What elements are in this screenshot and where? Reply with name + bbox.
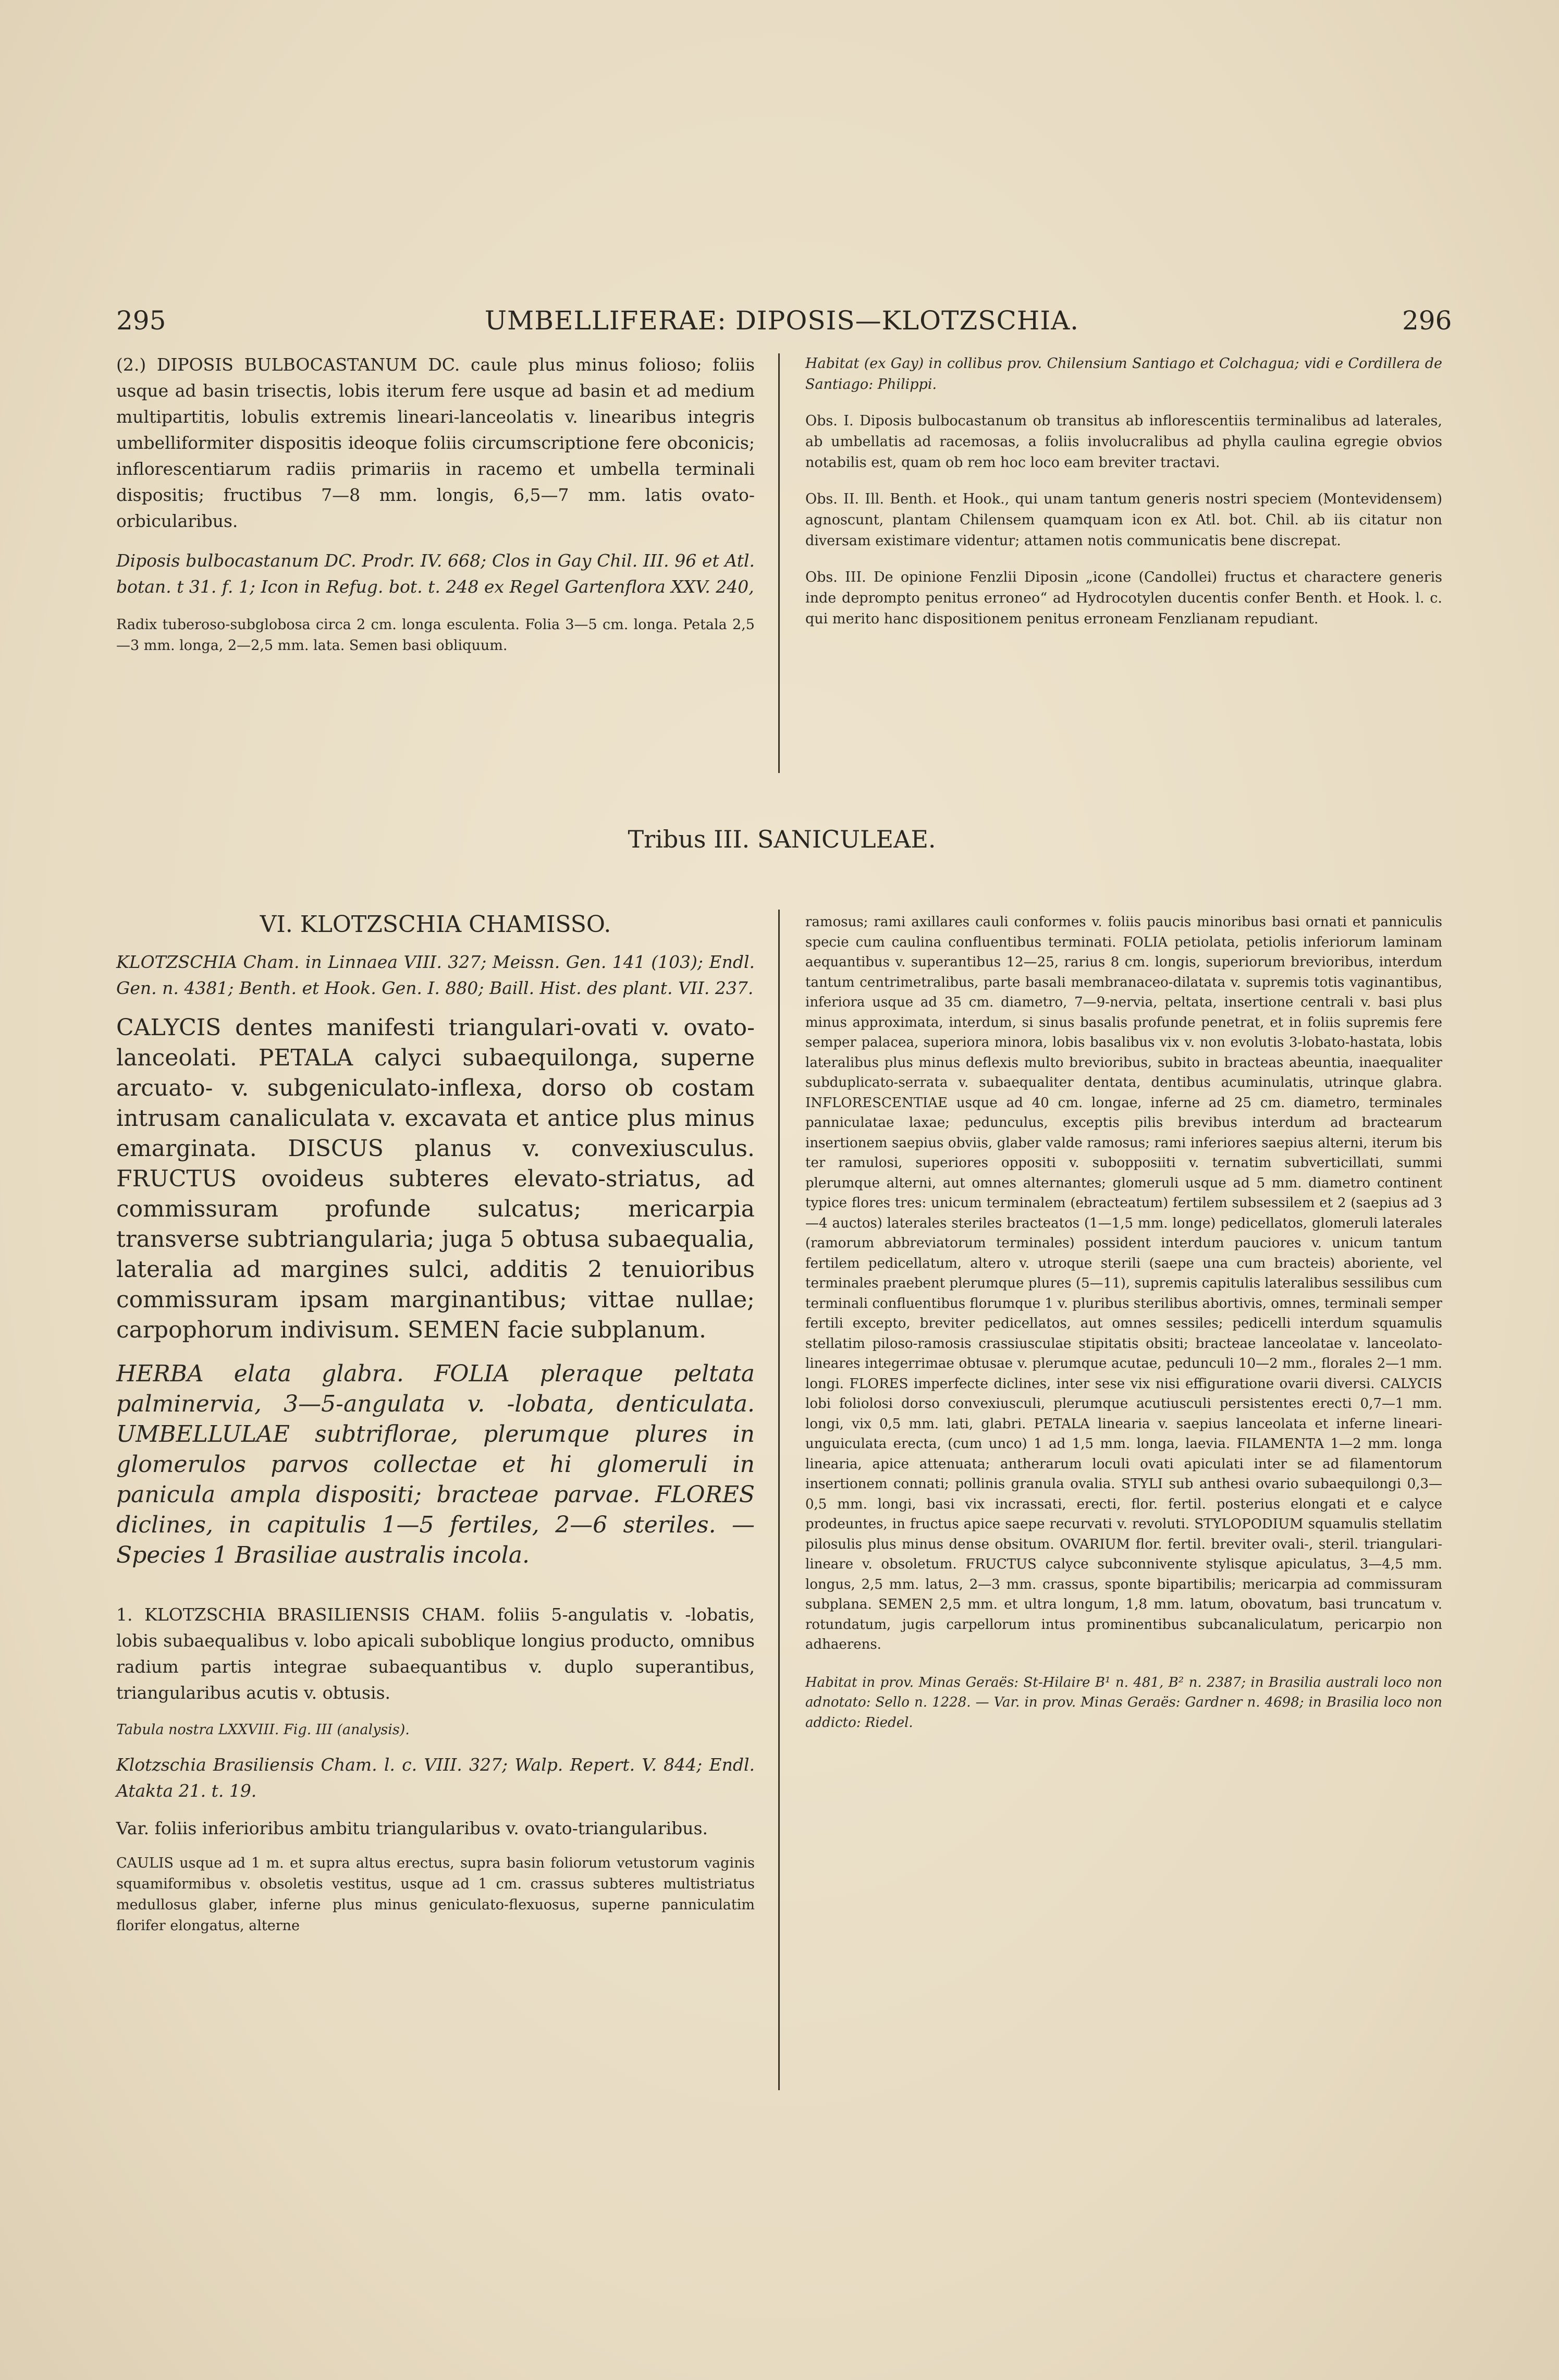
observation-1: Obs. I. Diposis bulbocastanum ob transitus ab inflorescentiis terminalibus ad laterales, ab umbellatis ad racemosas, a foliis involucralibus ad phylla caulina egregie obvios notabilis est, quam ob rem hoc loco eam breviter tractavi. — [805, 413, 1442, 471]
species-1-tabula: Tabula nostra LXXVIII. Fig. III (analysis). — [116, 1722, 410, 1738]
top-left-column — [116, 352, 755, 668]
observation-3: Obs. III. De opinione Fenzlii Diposin „icone (Candollei) fructus et charactere generis inde deprompto penitus erroneo“ ad Hydrocotylen ducentis confer Benth. et Hook. l. c. qui merito hanc dispositionem penitus erroneam Fenzlianam repudiant. — [805, 569, 1442, 627]
column-rule-bottom — [778, 910, 780, 2090]
species-heading: (2.) DIPOSIS BULBOCASTANUM DC. — [116, 354, 460, 375]
species-1-heading: 1. KLOTZSCHIA BRASILIENSIS CHAM. — [116, 1604, 486, 1625]
species-1-description: ramosus; rami axillares cauli conformes v. foliis paucis minoribus basi ornati et panniculis specie cum caulina confluentibus terminati. FOLIA petiolata, petiolis inferiorum laminam aequantibus v. superantibus 12—25, rarius 8 cm. longis, superiorum brevioribus, interdum tantum centrimetralibus, parte basali membranaceo-dilatata v. supremis totis vaginantibus, inferiora usque ad 35 cm. diametro, 7—9-nervia, peltata, insertione centrali v. basi plus minus approximata, interdum, si sinus basalis profunde penetrat, et in foliis supremis fere semper palacea, superiora minora, lobis basalibus vix v. non evolutis 3-lobato-hastata, lobis lateralibus plus minus deflexis multo brevioribus, subito in bracteas abeuntia, inaequaliter subduplicato-serrata v. subaequaliter dentata, dentibus acuminulatis, utrinque glabra. INFLORESCENTIAE usque ad 40 cm. longae, inferne ad 25 cm. diametro, terminales panniculatae laxae; pedunculus, exceptis pilis brevibus interdum ad bractearum insertionem saepius obviis, glaber valde ramosus; rami inferiores saepius alterni, iterum bis ter ramulosi, superiores oppositi v. subopposiiti v. ternatim subverticillati, summi plerumque alterni, aut omnes alternantes; glomeruli usque ad 5 mm. diametro continent typice flores tres: unicum terminalem (ebracteatum) fertilem subsessilem et 2 (saepius ad 3—4 auctos) laterales steriles bracteatos (1—1,5 mm. longe) pedicellatos, glomeruli laterales (ramorum abbreviatorum terminales) possident interdum pauciores v. unicum tantum fertilem pedicellatum, altero v. utroque sterili (saepe una cum bracteis) aboriente, vel terminales praebent plerumque plures (5—11), supremis capitulis lateralibus sessilibus cum terminali confluentibus florumque 1 v. pluribus sterilibus abortivis, omnes, terminali semper fertili excepto, breviter pedicellatos, aut omnes sessiles; pedicelli interdum squamulis stellatim piloso-ramosis crassiusculae stipitatis obsiti; bracteae lanceolatae v. lanceolato-lineares integerrimae obtusae v. plerumque acutae, pedunculi 10—2 mm., florales 2—1 mm. longi. FLORES imperfecte diclines, inter sese vix nisi effiguratione ovarii diversi. CALYCIS lobi foliolosi dorso convexiusculi, plerumque acutiusculi persistentes erecti 0,7—1 mm. longi, vix 0,5 mm. lati, glabri. PETALA linearia v. saepius lanceolata et inferne lineari-unguiculata erecta, (cum unco) 1 ad 1,5 mm. longa, laevia. FILAMENTA 1—2 mm. longa linearia, apice attenuata; antherarum loculi ovati apiculati inter se ad filamentorum insertionem connati; pollinis granula ovalia. STYLI sub anthesi ovario subaequilongi 0,3—0,5 mm. longi, basi vix incrassati, erecti, flor. fertil. posterius elongati et e calyce prodeuntes, in fructus apice saepe recurvati v. revoluti. STYLOPODIUM squamulis stellatim pilosulis plus minus dense obsitum. OVARIUM flor. fertil. breviter ovali-, steril. triangulari-lineare v. obsoletum. FRUCTUS calyce subconnivente stylisque apiculatus, 3—4,5 mm. longus, 2,5 mm. latus, 2—3 mm. crassus, sponte bipartibilis; mericarpia ad commissuram subplana. SEMEN 2,5 mm. et ultra longum, 1,8 mm. latum, obovatum, basi truncatum v. rotundatum, jugis carpellorum intus prominentibus subcanaliculatum, pericarpio non adhaerens. — [805, 914, 1442, 1652]
species-1-variety: Var. foliis inferioribus ambitu triangularibus v. ovato-triangularibus. — [116, 1818, 708, 1838]
genus-synonymy: KLOTZSCHIA Cham. in Linnaea VIII. 327; Meissn. Gen. 141 (103); Endl. Gen. n. 4381; Benth. et Hook. Gen. I. 880; Baill. Hist. des plant. VII. 237. — [116, 952, 755, 998]
observation-2: Obs. II. Ill. Benth. et Hook., qui unam tantum generis nostri speciem (Montevidensem) agnoscunt, plantam Chilensem quamquam icon ex Atl. bot. Chil. ab iis citatur non diversam existimare videntur; attamen notis communicatis bene discrepat. — [805, 491, 1442, 549]
top-right-column — [805, 353, 1442, 641]
page-number-left: 295 — [116, 305, 166, 336]
species-description: caule plus minus folioso; foliis usque ad basin trisectis, lobis iterum fere usque ad basin et ad medium multipartitis, lobulis extremis lineari-lanceolatis v. linearibus integris umbelliformiter dispositis ideoque foliis circumscriptione fere obconicis; inflorescentiarum radiis primariis in racemo et umbella terminali dispositis; fructibus 7—8 mm. longis, 6,5—7 mm. latis ovato-orbicularibus. — [116, 354, 755, 531]
habitat-note: Habitat (ex Gay) in collibus prov. Chilensium Santiago et Colchagua; vidi e Cordillera de Santiago: Philippi. — [805, 355, 1442, 392]
bottom-left-column — [116, 910, 755, 1948]
genus-habit: HERBA elata glabra. FOLIA pleraque peltata palminervia, 3—5-angulata v. -lobata, denticulata. UMBELLULAE subtriflorae, plerumque plures in glomerulos parvos collectae et hi glomeruli in panicula ampla dispositi; bracteae parvae. FLORES diclines, in capitulis 1—5 fertiles, 2—6 steriles. — Species 1 Brasiliae australis incola. — [116, 1360, 755, 1568]
tribe-heading: Tribus III. SANICULEAE. — [628, 825, 936, 853]
species-1-caulis: CAULIS usque ad 1 m. et supra altus erectus, supra basin foliorum vetustorum vaginis squamiformibus v. obsoletis vestitus, usque ad 1 cm. crassus subteres multistriatus medullosus glaber, inferne plus minus geniculato-flexuosus, superne panniculatim florifer elongatus, alterne — [116, 1855, 755, 1934]
bottom-right-column — [805, 912, 1442, 1744]
page-number-right: 296 — [1402, 305, 1452, 336]
species-1-habitat: Habitat in prov. Minas Geraës: St-Hilaire B¹ n. 481, B² n. 2387; in Brasilia australi loco non adnotato: Sello n. 1228. — Var. in prov. Minas Geraës: Gardner n. 4698; in Brasilia loco non addicto: Riedel. — [805, 1674, 1442, 1731]
genus-heading: VI. KLOTZSCHIA CHAMISSO. — [260, 911, 611, 938]
running-title: UMBELLIFERAE: DIPOSIS—KLOTZSCHIA. — [484, 305, 1079, 336]
species-1-synonymy: Klotzschia Brasiliensis Cham. l. c. VIII. 327; Walp. Repert. V. 844; Endl. Atakta 21. t. 19. — [116, 1755, 755, 1801]
synonymy-citation: Diposis bulbocastanum DC. Prodr. IV. 668; Clos in Gay Chil. III. 96 et Atl. botan. t 31. f. 1; Icon in Refug. bot. t. 248 ex Regel Gartenflora XXV. 240, — [116, 550, 755, 597]
species-1-diagnosis: foliis 5-angulatis v. -lobatis, lobis subaequalibus v. lobo apicali suboblique longius producto, omnibus radium partis integrae subaequantibus v. duplo superantibus, triangularibus acutis v. obtusis. — [116, 1604, 755, 1703]
species-detail: Radix tuberoso-subglobosa circa 2 cm. longa esculenta. Folia 3—5 cm. longa. Petala 2,5—3 mm. longa, 2—2,5 mm. lata. Semen basi obliquum. — [116, 617, 755, 654]
genus-character: CALYCIS dentes manifesti triangulari-ovati v. ovato-lanceolati. PETALA calyci subaequilonga, superne arcuato- v. subgeniculato-inflexa, dorso ob costam intrusam canaliculata v. excavata et antice plus minus emarginata. DISCUS planus v. convexiusculus. FRUCTUS ovoideus subteres elevato-striatus, ad commissuram profunde sulcatus; mericarpia transverse subtriangularia; juga 5 obtusa subaequalia, lateralia ad margines sulci, additis 2 tenuioribus commissuram ipsam marginantibus; vittae nullae; carpophorum indivisum. SEMEN facie subplanum. — [116, 1014, 755, 1343]
column-rule-top — [778, 353, 780, 773]
